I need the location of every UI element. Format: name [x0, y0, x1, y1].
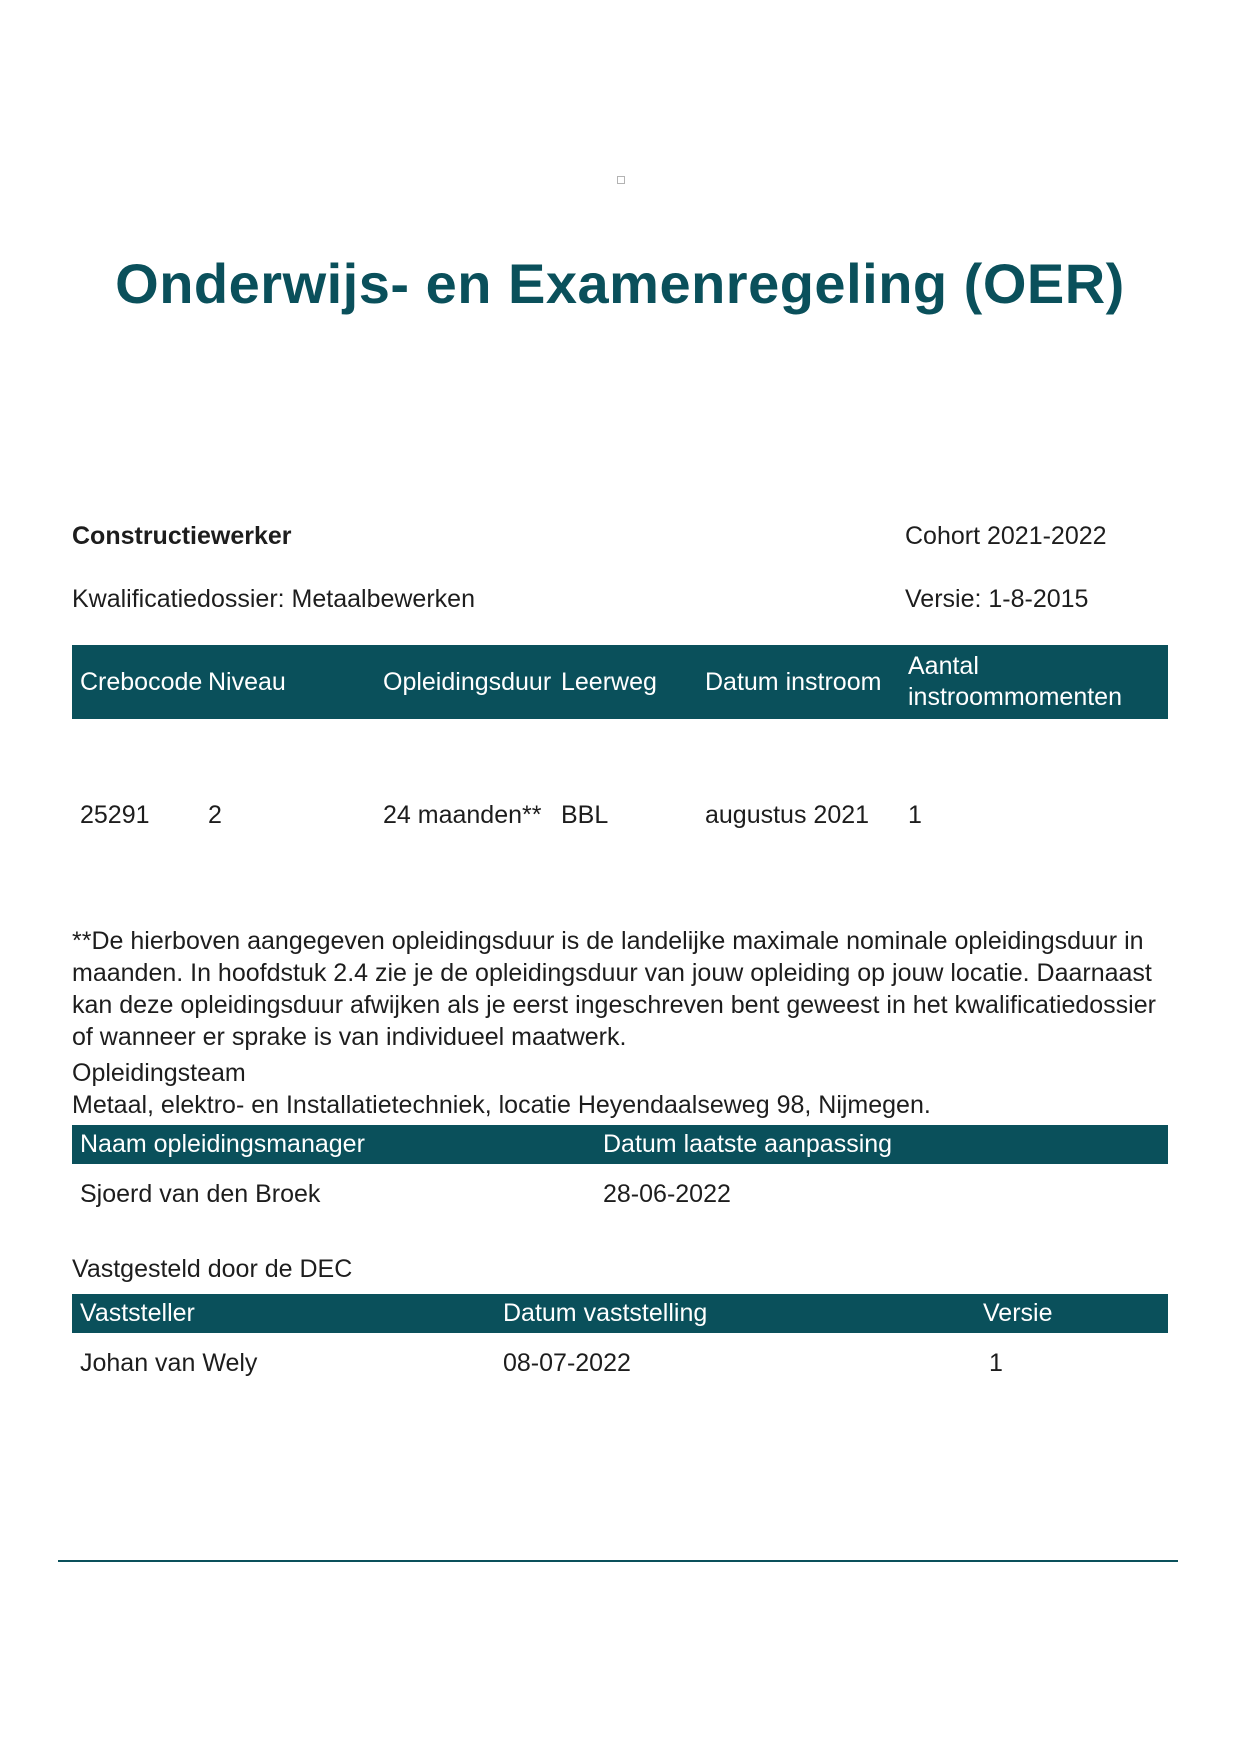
vaststelling-table: [72, 1294, 1168, 1403]
footer-divider: [58, 1560, 1178, 1562]
col-header-datum-instroom: Datum instroom: [697, 645, 900, 719]
vastgesteld-label: Vastgesteld door de DEC: [72, 1255, 353, 1283]
page-title: Onderwijs- en Examenregeling (OER): [115, 252, 1125, 315]
cell-leerweg: BBL: [561, 801, 609, 829]
vaststelling-table-row: [72, 1333, 1168, 1403]
program-table: [72, 645, 1168, 861]
col-header-leerweg: Leerweg: [553, 645, 697, 719]
col-header-aantal-instroommomenten: Aantal instroommomenten: [900, 645, 1168, 719]
cell-vaststeller: Johan van Wely: [80, 1349, 258, 1377]
opleidingsteam-label: Opleidingsteam: [72, 1059, 246, 1087]
col-header-opleidingsduur: Opleidingsduur: [375, 645, 553, 719]
program-table-header-row: [72, 645, 1168, 719]
cohort-label: Cohort 2021-2022: [905, 522, 1107, 550]
program-table-row: [72, 719, 1168, 861]
dossier-info-row: [72, 583, 1168, 615]
opleidingsduur-footnote: **De hierboven aangegeven opleidingsduur is de landelijke maximale nominale opleidingsduur in maanden. In hoofdstuk 2.4 zie je de opleidingsduur van jouw opleiding op jouw locatie. Daarnaast kan deze opleidingsduur afwijken als je eerst ingeschreven bent geweest in het kwalificatiedossier of wanneer er sprake is van individueel maatwerk.: [72, 927, 1156, 1051]
col-header-naam-opleidingsmanager: Naam opleidingsmanager: [72, 1125, 595, 1164]
cell-datum-instroom: augustus 2021: [705, 801, 870, 829]
cell-datum-vaststelling: 08-07-2022: [503, 1349, 631, 1377]
vaststelling-table-header-row: [72, 1294, 1168, 1333]
col-header-vaststeller: Vaststeller: [72, 1294, 495, 1333]
cell-datum-laatste-aanpassing: 28-06-2022: [603, 1180, 731, 1208]
cell-versie: 1: [989, 1349, 1003, 1377]
program-info-row: [72, 520, 1168, 552]
col-header-niveau: Niveau: [200, 645, 375, 719]
opleidingsteam-value: Metaal, elektro- en Installatietechniek, locatie Heyendaalseweg 98, Nijmegen.: [72, 1091, 931, 1119]
cell-opleidingsduur: 24 maanden**: [383, 801, 542, 829]
opleidingsteam-block: [72, 1057, 1168, 1121]
program-name: Constructiewerker: [72, 522, 292, 550]
col-header-crebocode: Crebocode: [72, 645, 200, 719]
col-header-datum-laatste-aanpassing: Datum laatste aanpassing: [595, 1125, 1168, 1164]
manager-table: [72, 1125, 1168, 1234]
cell-aantal-instroommomenten: 1: [908, 801, 922, 829]
versie-label: Versie: 1-8-2015: [905, 585, 1089, 613]
manager-table-header-row: [72, 1125, 1168, 1164]
cell-crebocode: 25291: [80, 801, 150, 829]
col-header-datum-vaststelling: Datum vaststelling: [495, 1294, 975, 1333]
cell-naam-opleidingsmanager: Sjoerd van den Broek: [80, 1180, 321, 1208]
col-header-versie: Versie: [975, 1294, 1168, 1333]
manager-table-row: [72, 1164, 1168, 1234]
cell-niveau: 2: [208, 801, 222, 829]
kwalificatiedossier-label: Kwalificatiedossier: Metaalbewerken: [72, 585, 475, 613]
